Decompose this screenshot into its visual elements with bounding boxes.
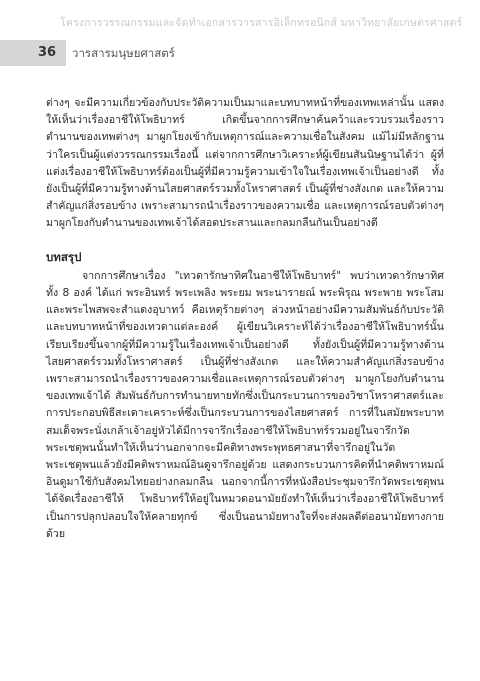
paragraph-conclusion: จากการศึกษาเรื่อง "เทวดารักษาทิศในอาชีให้โพธิบาทร์" พบว่าเทวดารักษาทิศทั้ง 8 องค์ ได้แก่ พระอินทร์ พระเพลิง พระยม พระนารายณ์ พระพิรุณ พระพาย พระโสม และพระไพสพจะสำแดงอุบาทว์ คือเหตุร้ายต่างๆ ล่วงหน้าอย่างมีความสัมพันธ์กับประวัติและบทบาทหน้าที่ของเทวดาแต่ละองค์ ผู้เขียนวิเคราะห์ได้ว่าเรื่องอาชีให้โพธิบาทร์นั้นเรียบเรียงขึ้นจากผู้ที่มีความรู้ในเรื่องเทพเจ้าเป็นอย่างดี ทั้งยังเป็นผู้ที่มีความรู้ทางด้านไสยศาสตร์รวมทั้งโหราศาสตร์ เป็นผู้ที่ช่างสังเกต และให้ความสำคัญแก่สิ่งรอบข้าง เพราะสามารถนำเรื่องราวของความเชื่อและเหตุการณ์รอบตัวต่างๆ มาผูกโยงกับตำนานของเทพเจ้าได้ สัมพันธ์กับการทำนายทายทักซึ่งเป็นกระบวนการของวิชาโหราศาสตร์และการประกอบพิธีสะเดาะเคราะห์ซึ่งเป็นกระบวนการของไสยศาสตร์ การที่ในสมัยพระบาทสมเด็จพระนั่งเกล้าเจ้าอยู่หัวได้มีการจารึกเรื่องอาชีให้โพธิบาทร์รวมอยู่ในจารึกวัดพระเชตุพนนั้นทำให้เห็นว่านอกจากจะมีคติทางพระพุทธศาสนาที่จารึกอยู่ในวัดพระเชตุพนแล้วยังมีคติพราหมณ์อินดูจารึกอยู่ด้วย แสดงกระบวนการคิดที่นำคติพราหมณ์อินดูมาใช้กับสังคมไทยอย่างกลมกลืน นอกจากนี้การที่หนังสือประชุมจารึกวัดพระเชตุพนได้จัดเรื่องอาชีให้ โพธิบาทร์ให้อยู่ในหมวดอนามัยยังทำให้เห็นว่าเรื่องอาชีให้โพธิบาทร์เป็นการปลุกปลอบใจให้คลายทุกข์ ซึ่งเป็นอนามัยทางใจที่จะส่งผลดีต่ออนามัยทางกายด้วย	[46, 269, 444, 540]
paragraph-continuation: ต่างๆ จะมีความเกี่ยวข้องกับประวัติความเป็นมาและบทบาทหน้าที่ของเทพเหล่านั้น แสดงให้เห็นว่าเรื่องอาชีให้โพธิบาทร์ เกิดขึ้นจากการศึกษาค้นคว้าและรวบรวมเรื่องราว ตำนานของเทพต่างๆ มาผูกโยงเข้ากับเหตุการณ์และความเชื่อในสังคม แม้ไม่มีหลักฐานว่าใครเป็นผู้แต่งวรรณกรรมเรื่องนี้ แต่จากการศึกษาวิเคราะห์ผู้เขียนสันนิษฐานได้ว่า ผู้ที่แต่งเรื่องอาชีให้โพธิบาทร์ต้องเป็นผู้ที่มีความรู้ความเข้าใจในเรื่องเทพเจ้าเป็นอย่างดี ทั้งยังเป็นผู้ที่มีความรู้ทางด้านไสยศาสตร์รวมทั้งโหราศาสตร์ เป็นผู้ที่ช่างสังเกต และให้ความสำคัญแก่สิ่งรอบข้าง เพราะสามารถนำเรื่องราวของความเชื่อ และเหตุการณ์รอบตัวต่างๆ มาผูกโยงกับตำนานของเทพเจ้าได้สอดประสานและกลมกลืนกันเป็นอย่างดี	[46, 97, 444, 230]
page-number: 36	[0, 40, 66, 66]
page-body	[46, 95, 444, 543]
page-header	[0, 40, 480, 66]
journal-title: วารสารมนุษยศาสตร์	[72, 46, 175, 60]
section-heading: บทสรุป	[46, 249, 82, 264]
watermark-text: โครงการวรรณกรรมและจัดทำเอกสารวารสารอิเล็กทรอนิกส์ มหาวิทยาลัยเกษตรศาสตร์	[60, 17, 463, 29]
